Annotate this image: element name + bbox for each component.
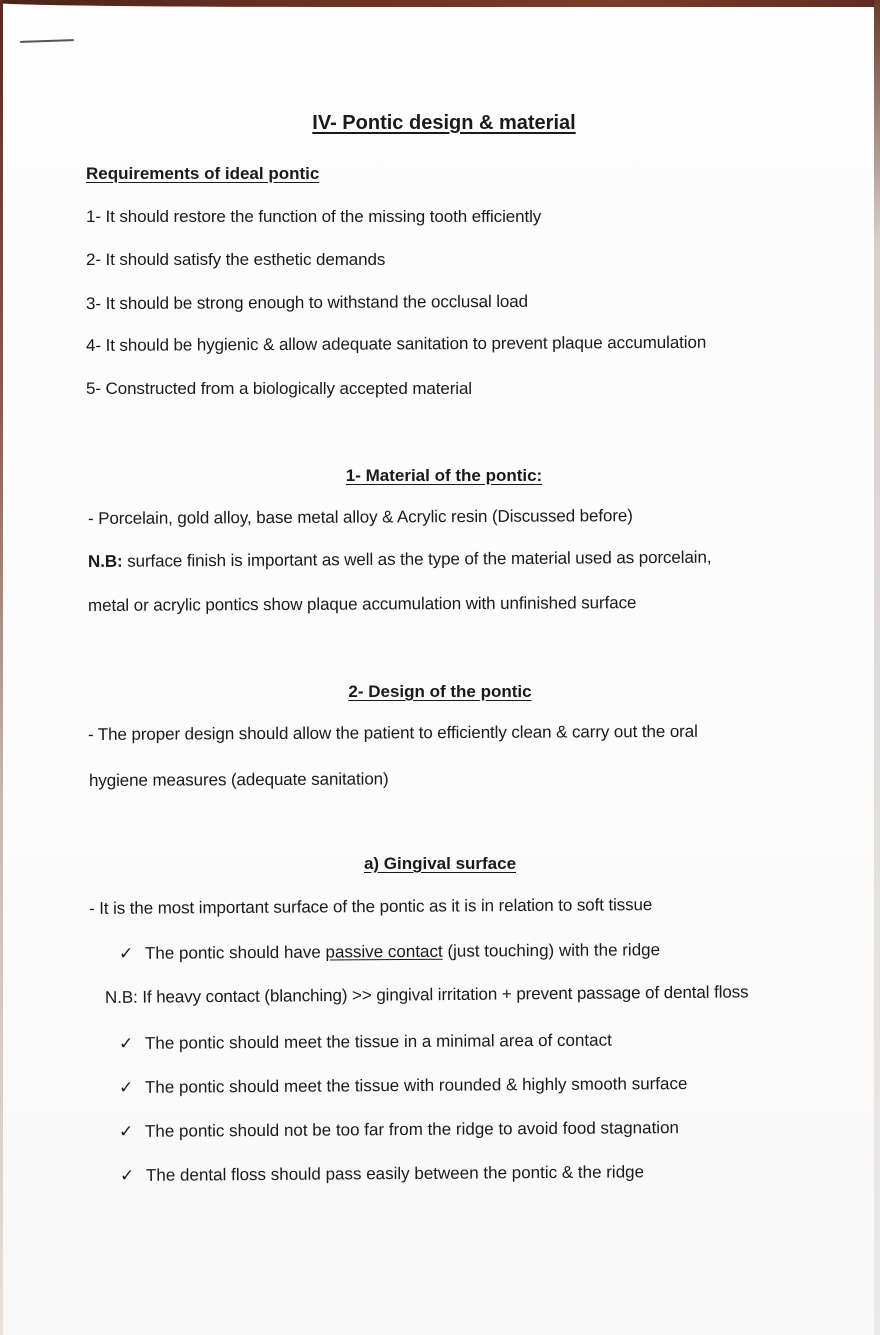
material-line: - Porcelain, gold alloy, base metal alloy & Acrylic resin (Discussed before)	[87, 506, 633, 528]
material-note	[88, 548, 712, 572]
design-line-2: hygiene measures (adequate sanitation)	[88, 769, 389, 790]
checkmark-icon: ✓	[118, 1077, 134, 1097]
check-item-1: ✓ The pontic should have passive contact (just touching) with the ridge	[118, 940, 661, 963]
check-item-2: ✓ The pontic should meet the tissue in a minimal area of contact	[118, 1030, 612, 1053]
material-note-continued: metal or acrylic pontics show plaque accumulation with unfinished surface	[87, 593, 637, 615]
requirements-heading: Requirements of ideal pontic	[86, 164, 320, 183]
page-title: IV- Pontic design & material	[312, 112, 576, 134]
checkmark-icon: ✓	[118, 1121, 134, 1141]
checkmark-icon: ✓	[118, 1033, 134, 1053]
checkmark-icon: ✓	[119, 1165, 135, 1185]
checkmark-icon: ✓	[118, 943, 134, 963]
page-left-edge	[0, 0, 3, 1335]
requirement-item-2: 2- It should satisfy the esthetic demands	[86, 250, 386, 269]
passive-contact-term: passive contact	[325, 941, 443, 962]
page-top-edge	[0, 0, 880, 7]
requirement-item-5: 5- Constructed from a biologically accepted material	[86, 379, 472, 398]
nb-text: surface finish is important as well as the type of the material used as porcelain,	[122, 547, 712, 571]
gingival-note: N.B: If heavy contact (blanching) >> gingival irritation + prevent passage of dental floss	[104, 982, 749, 1007]
check-item-5: ✓ The dental floss should pass easily between the pontic & the ridge	[119, 1162, 645, 1185]
check-item-4: ✓ The pontic should not be too far from the ridge to avoid food stagnation	[118, 1118, 680, 1141]
page-right-edge	[874, 0, 880, 1335]
material-heading: 1- Material of the pontic:	[345, 466, 543, 485]
requirement-item-3: 3- It should be strong enough to withstand the occlusal load	[85, 291, 529, 314]
requirement-item-4: 4- It should be hygienic & allow adequate sanitation to prevent plaque accumulation	[85, 332, 707, 355]
check-item-3: ✓ The pontic should meet the tissue with rounded & highly smooth surface	[118, 1074, 688, 1097]
gingival-intro: - It is the most important surface of the pontic as it is in relation to soft tissue	[88, 895, 653, 918]
pen-mark	[20, 39, 74, 43]
gingival-heading: a) Gingival surface	[363, 854, 517, 873]
design-heading: 2- Design of the pontic	[348, 682, 532, 701]
design-line-1: - The proper design should allow the patient to efficiently clean & carry out the oral	[87, 721, 698, 744]
nb-label: N.B:	[87, 551, 123, 571]
requirement-item-1: 1- It should restore the function of the missing tooth efficiently	[86, 207, 542, 226]
